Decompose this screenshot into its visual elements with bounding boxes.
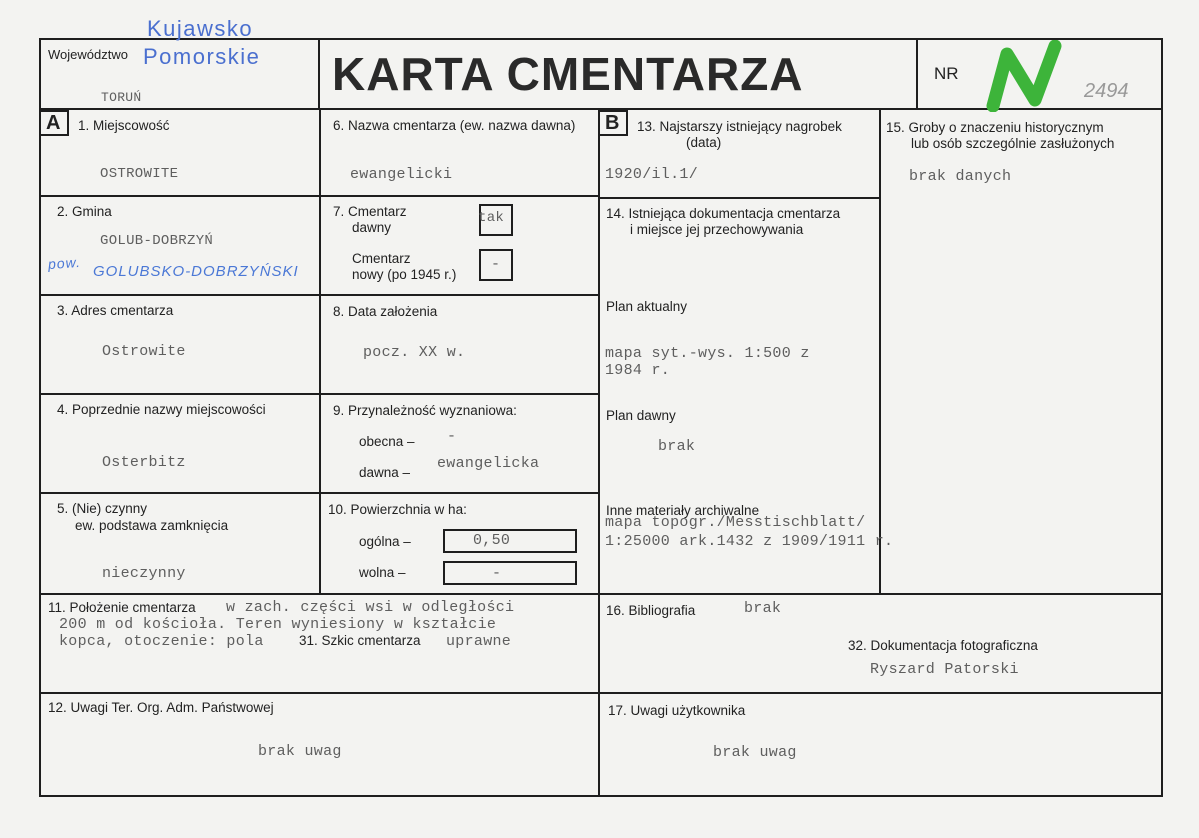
- nr-pencil-number: 2494: [1084, 80, 1129, 102]
- field-4-value: Osterbitz: [102, 454, 186, 471]
- field-11-value-line-1: w zach. części wsi w odległości: [226, 599, 515, 616]
- field-2-value: GOLUB-DOBRZYŃ: [100, 233, 214, 249]
- field-7-label-2: dawny: [352, 220, 392, 235]
- field-13-value: 1920/il.1/: [605, 166, 699, 183]
- section-b-letter: B: [605, 112, 620, 134]
- field-12-value: brak uwag: [258, 743, 342, 760]
- field-10-wolna-value: -: [492, 565, 502, 582]
- green-n-mark-icon: [985, 40, 1075, 112]
- row-line-5: [39, 593, 1163, 595]
- field-10-ogolna-box: [443, 529, 577, 553]
- inne-materialy-value-1: mapa topogr./Messtischblatt/: [605, 514, 866, 531]
- plan-aktualny-value-1: mapa syt.-wys. 1:500 z: [605, 345, 810, 362]
- field-8-label: 8. Data założenia: [333, 304, 438, 319]
- card-title: KARTA CMENTARZA: [332, 48, 804, 100]
- field-3-value: Ostrowite: [102, 343, 186, 360]
- stamp-line-1: Kujawsko: [147, 16, 254, 41]
- field-17-value: brak uwag: [713, 744, 797, 761]
- field-14-label-1: 14. Istniejąca dokumentacja cmentarza: [606, 206, 841, 221]
- field-6-value: ewangelicki: [350, 166, 453, 183]
- row-line-6: [39, 692, 1163, 694]
- nr-label: NR: [934, 64, 959, 83]
- col-divider-1: [319, 108, 321, 595]
- frame-right: [1161, 38, 1163, 797]
- col-divider-3: [879, 108, 881, 595]
- stamp-line-2: Pomorskie: [143, 44, 261, 69]
- field-9-dawna-value: ewangelicka: [437, 455, 540, 472]
- field-11-value-line-2: 200 m od kościoła. Teren wyniesiony w kształcie: [59, 616, 497, 633]
- row-line-2: [39, 294, 600, 296]
- field-7-label-4: nowy (po 1945 r.): [352, 267, 457, 282]
- field-5-value: nieczynny: [102, 565, 186, 582]
- row-line-3: [39, 393, 600, 395]
- field-12-label: 12. Uwagi Ter. Org. Adm. Państwowej: [48, 700, 274, 715]
- field-9-obecna-label: obecna –: [359, 434, 415, 449]
- field-16-value: brak: [744, 600, 782, 617]
- inne-materialy-value-2: 1:25000 ark.1432 z 1909/1911 r.: [605, 533, 894, 550]
- field-2-label: 2. Gmina: [57, 204, 112, 219]
- field-9-label: 9. Przynależność wyznaniowa:: [333, 403, 517, 418]
- field-17-label: 17. Uwagi użytkownika: [608, 703, 746, 718]
- field-7-box-new: [479, 249, 513, 281]
- field-2-hand-prefix: pow.: [47, 253, 82, 273]
- field-2-hand-note: GOLUBSKO-DOBRZYŃSKI: [93, 263, 299, 280]
- field-32-value: Ryszard Patorski: [870, 661, 1019, 678]
- field-3-label: 3. Adres cmentarza: [57, 303, 174, 318]
- field-15-label-2: lub osób szczególnie zasłużonych: [911, 136, 1115, 151]
- col3-row-line: [598, 197, 881, 199]
- field-15-value: brak danych: [909, 168, 1012, 185]
- inne-materialy-label: Inne materiały archiwalne: [606, 503, 760, 518]
- stamp-city: TORUŃ: [101, 90, 142, 105]
- field-10-ogolna-label: ogólna –: [359, 534, 411, 549]
- field-31-label: 31. Szkic cmentarza: [299, 633, 421, 648]
- field-1-label: 1. Miejscowość: [78, 118, 170, 133]
- field-10-ogolna-value: 0,50: [473, 532, 511, 549]
- field-4-label: 4. Poprzednie nazwy miejscowości: [57, 402, 266, 417]
- field-15-label-1: 15. Groby o znaczeniu historycznym: [886, 120, 1104, 135]
- frame-bottom: [39, 795, 1163, 797]
- field-5-label-1: 5. (Nie) czynny: [57, 501, 148, 516]
- plan-aktualny-value-2: 1984 r.: [605, 362, 671, 379]
- section-a-box: [39, 110, 69, 136]
- field-1-value: OSTROWITE: [100, 166, 179, 182]
- row-line-4: [39, 492, 600, 494]
- plan-aktualny-label: Plan aktualny: [606, 299, 688, 314]
- field-10-label: 10. Powierzchnia w ha:: [328, 502, 467, 517]
- plan-dawny-value: brak: [658, 438, 696, 455]
- field-13-label-2: (data): [686, 135, 722, 150]
- field-7-label-1: 7. Cmentarz: [333, 204, 407, 219]
- field-16-label: 16. Bibliografia: [606, 603, 696, 618]
- field-5-label-2: ew. podstawa zamknięcia: [75, 518, 229, 533]
- section-a-letter: A: [46, 112, 61, 134]
- field-14-label-2: i miejsce jej przechowywania: [630, 222, 804, 237]
- row-line-1: [39, 195, 600, 197]
- field-7-box-old-value: tak: [478, 210, 505, 226]
- field-11-value-line-3a: kopca, otoczenie: pola: [59, 633, 264, 650]
- field-32-label: 32. Dokumentacja fotograficzna: [848, 638, 1038, 653]
- nr-green-marker: [985, 40, 1075, 112]
- frame-left: [39, 38, 41, 797]
- field-11-label: 11. Położenie cmentarza: [48, 600, 196, 615]
- field-7-label-3: Cmentarz: [352, 251, 411, 266]
- header-vline-2: [916, 38, 918, 110]
- field-9-dawna-label: dawna –: [359, 465, 411, 480]
- field-10-wolna-label: wolna –: [359, 565, 406, 580]
- field-7-box-new-value: -: [491, 256, 501, 273]
- field-7-box-old: [479, 204, 513, 236]
- field-11-value-line-3b: uprawne: [446, 633, 512, 650]
- plan-dawny-label: Plan dawny: [606, 408, 676, 423]
- field-8-value: pocz. XX w.: [363, 344, 466, 361]
- field-13-label-1: 13. Najstarszy istniejący nagrobek: [637, 119, 842, 134]
- header-vline-1: [318, 38, 320, 110]
- field-9-obecna-value: -: [447, 428, 457, 445]
- wojewodztwo-label: Województwo: [48, 47, 128, 62]
- section-b-box: [598, 110, 628, 136]
- field-6-label: 6. Nazwa cmentarza (ew. nazwa dawna): [333, 118, 576, 133]
- field-10-wolna-box: [443, 561, 577, 585]
